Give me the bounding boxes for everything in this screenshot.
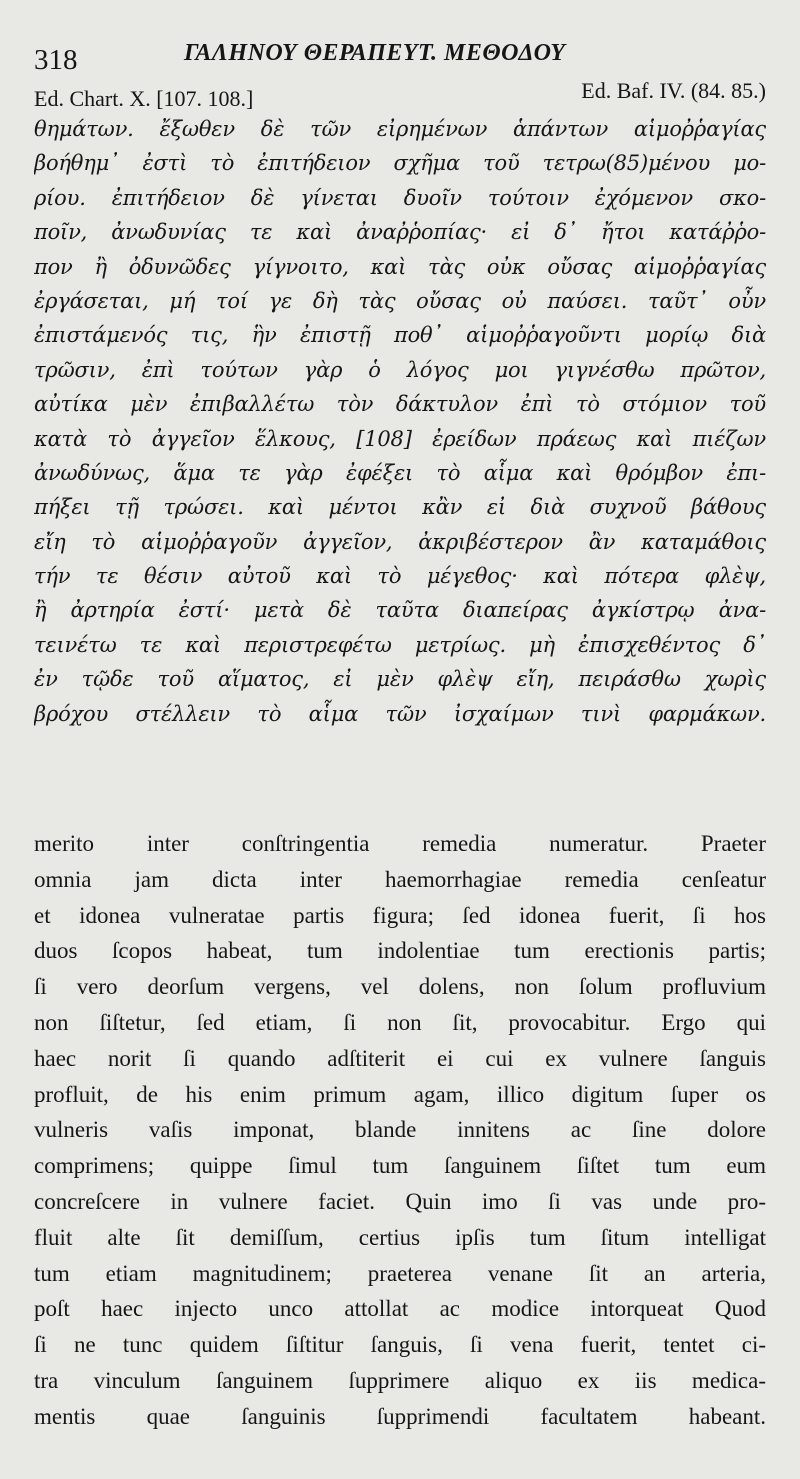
latin-text-line: tra vinculum ſanguinem ſupprimere aliquo ex iis medica- <box>34 1367 766 1393</box>
latin-text-line: ſi vero deorſum vergens, vel dolens, non ſolum profluvium <box>34 974 766 1000</box>
greek-text-block <box>34 112 766 731</box>
latin-text-line: concreſcere in vulnere faciet. Quin imo ſi vas unde pro- <box>34 1188 766 1214</box>
greek-text-line: εἴη τὸ αἱμοῤῥαγοῦν ἀγγεῖον, ἀκριβέστερον ἂν καταμάθοις <box>34 529 766 554</box>
greek-text-line: ρίου. ἐπιτήδειον δὲ γίνεται δυοῖν τούτοιν ἐχόμενον σκο- <box>34 185 766 210</box>
latin-text-line: mentis quae ſanguinis ſupprimendi facultatem habeant. <box>34 1403 766 1429</box>
edition-reference-left: Ed. Chart. X. [107. 108.] <box>34 86 254 111</box>
greek-text-line: πον ἢ ὀδυνῶδες γίγνοιτο, καὶ τὰς οὐκ οὔσας αἱμοῤῥαγίας <box>34 254 766 279</box>
latin-text-line: et idonea vulneratae partis figura; ſed idonea fuerit, ſi hos <box>34 902 766 928</box>
latin-text-line: duos ſcopos habeat, tum indolentiae tum erectionis partis; <box>34 938 766 964</box>
latin-text-line: haec norit ſi quando adſtiterit ei cui ex vulnere ſanguis <box>34 1045 766 1071</box>
greek-text-line: αὐτίκα μὲν ἐπιβαλλέτω τὸν δάκτυλον ἐπὶ τὸ στόμιον τοῦ <box>34 392 766 417</box>
greek-text-line: τήν τε θέσιν αὐτοῦ καὶ τὸ μέγεθος· καὶ πότερα φλὲψ, <box>34 564 766 589</box>
latin-text-line: fluit alte ſit demiſſum, certius ipſis tum ſitum intelligat <box>34 1224 766 1250</box>
edition-reference-right: Ed. Baf. IV. (84. 85.) <box>581 78 766 103</box>
greek-text-line: κατὰ τὸ ἀγγεῖον ἕλκους, [108] ἐρείδων πράεως καὶ πιέζων <box>34 426 766 451</box>
latin-text-line: tum etiam magnitudinem; praeterea venane ſit an arteria, <box>34 1260 766 1286</box>
greek-text-line: βοήθημ᾽ ἐστὶ τὸ ἐπιτήδειον σχῆμα τοῦ τετρω(85)μένου μο- <box>34 151 766 176</box>
greek-text-line: πήξει τῇ τρώσει. καὶ μέντοι κἂν εἰ διὰ συχνοῦ βάθους <box>34 495 766 520</box>
greek-text-line: ἀνωδύνως, ἅμα τε γὰρ ἐφέξει τὸ αἷμα καὶ θρόμβον ἐπι- <box>34 460 766 485</box>
page-header <box>34 36 766 111</box>
latin-text-line: merito inter conſtringentia remedia numeratur. Praeter <box>34 831 766 856</box>
running-title: ΓΑΛΗΝΟΥ ΘΕΡΑΠΕΥΤ. ΜΕΘΟΔΟΥ <box>184 40 566 66</box>
latin-text-line: poſt haec injecto unco attollat ac modice intorqueat Quod <box>34 1296 766 1322</box>
latin-text-block <box>34 826 766 1435</box>
latin-text-line: vulneris vaſis imponat, blande innitens ac ſine dolore <box>34 1117 766 1143</box>
greek-text-line: ἢ ἀρτηρία ἐστί· μετὰ δὲ ταῦτα διαπείρας ἀγκίστρῳ ἀνα- <box>34 598 766 623</box>
latin-text-line: profluit, de his enim primum agam, illico digitum ſuper os <box>34 1081 766 1107</box>
greek-text-line: ἐπιστάμενός τις, ἣν ἐπιστῇ ποθ᾽ αἱμοῤῥαγοῦντι μορίῳ διὰ <box>34 323 766 348</box>
greek-text-line: ἐν τῷδε τοῦ αἵματος, εἰ μὲν φλὲψ εἴη, πειράσθω χωρὶς <box>34 667 766 692</box>
greek-text-line: τεινέτω τε καὶ περιστρεφέτω μετρίως. μὴ ἐπισχεθέντος δ᾽ <box>34 632 766 657</box>
latin-text-line: ſi ne tunc quidem ſiſtitur ſanguis, ſi vena fuerit, tentet ci- <box>34 1332 766 1358</box>
greek-text-line: βρόχου στέλλειν τὸ αἷμα τῶν ἰσχαίμων τινὶ φαρμάκων. <box>34 701 766 726</box>
greek-text-line: τρῶσιν, ἐπὶ τούτων γὰρ ὁ λόγος μοι γιγνέσθω πρῶτον, <box>34 357 766 382</box>
greek-text-line: ἐργάσεται, μή τοί γε δὴ τὰς οὔσας οὐ παύσει. ταῦτ᾽ οὖν <box>34 288 766 313</box>
latin-text-line: non ſiſtetur, ſed etiam, ſi non ſit, provocabitur. Ergo qui <box>34 1009 766 1035</box>
greek-text-line: θημάτων. ἔξωθεν δὲ τῶν εἰρημένων ἁπάντων αἱμοῤῥαγίας <box>34 117 766 141</box>
greek-text-line: ποῖν, ἀνωδυνίας τε καὶ ἀναῤῥοπίας· εἰ δ᾽ ἤτοι κατάῤῥο- <box>34 220 766 245</box>
latin-text-line: comprimens; quippe ſimul tum ſanguinem ſiſtet tum eum <box>34 1153 766 1179</box>
latin-text-line: omnia jam dicta inter haemorrhagiae remedia cenſeatur <box>34 866 766 892</box>
page-number: 318 <box>34 44 78 76</box>
